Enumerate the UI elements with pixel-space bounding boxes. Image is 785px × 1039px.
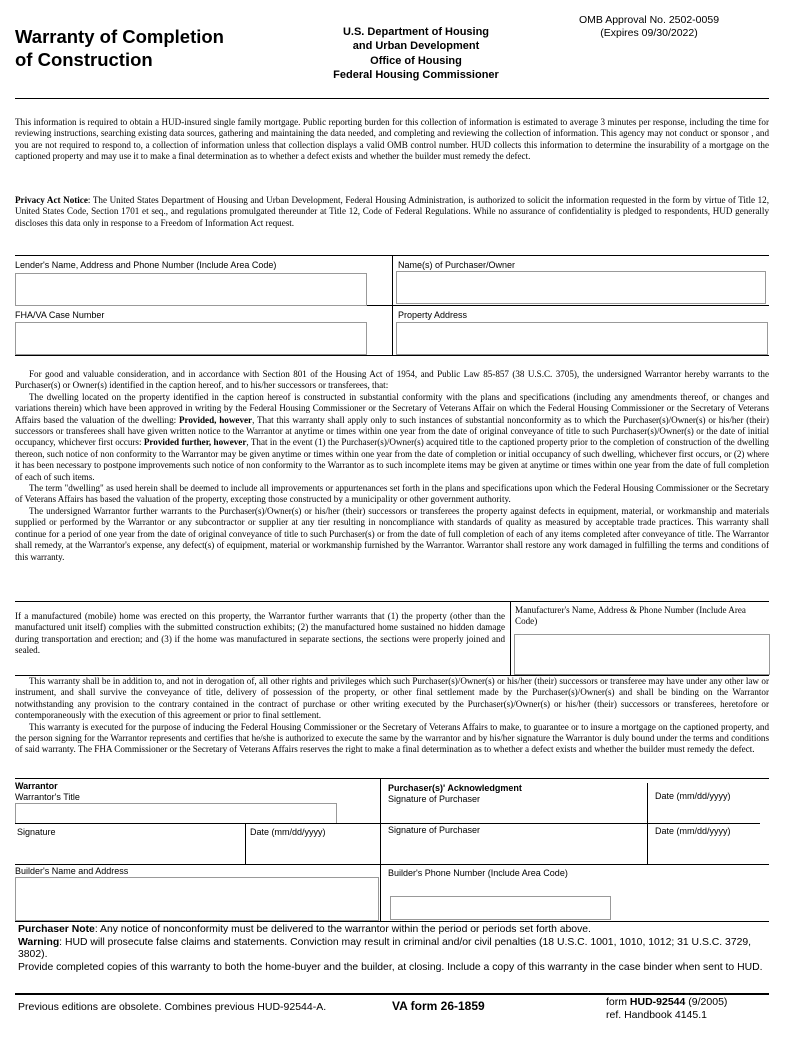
form-title [15, 25, 255, 71]
agency-line4: Federal Housing Commissioner [333, 68, 499, 81]
purchaser-owner-label: Name(s) of Purchaser/Owner [398, 260, 516, 270]
builder-phone-label: Builder's Phone Number (Include Area Code) [388, 868, 568, 878]
signature-center-divider [380, 778, 381, 921]
lender-label: Lender's Name, Address and Phone Number (Include Area Code) [15, 260, 277, 270]
privacy-notice-text: : The United States Department of Housing and Urban Development, Federal Housing Administration, is authorized to solicit the information requested in the form by virtue of Title 12, United States Code, Section 1701 et seq., and regulations promulgated thereunder at Title 12, Code of Federal Regulations. While no assurance of confidentiality is pledged to respondents, HUD generally discloses this data only in response to a Freedom of Information Act request. [15, 195, 769, 228]
purchaser-date-1-label: Date (mm/dd/yyyy) [655, 791, 731, 801]
warranty-paragraph-4: The undersigned Warrantor further warrants to the Purchaser(s)/Owner(s) or his/her (their) successors or transferees the property against defects in equipment, material, or workmanship and materials supplied or performed by the Warrantor or any subcontractor or supplier at any tier resulting in noncompliance with standards of quality as measured by acceptable trade practices. This warranty shall continue for a period of one year from the date of original conveyance of title to such Purchaser(s) or from the date of full completion of each of any items completed after conveyance of title. The Warrantor shall remedy, at the Warrantor's expense, any defect(s) of equipment, material or workmanship furnished by the Warrantor. Warrantor shall restore any work damaged in fulfilling the terms and conditions of this warranty. [15, 505, 769, 562]
omb-approval [560, 14, 738, 40]
omb-expiration: (Expires 09/30/2022) [600, 27, 698, 39]
proviso-2: Provided further, however [143, 437, 247, 448]
purchaser-owner-input[interactable] [396, 271, 766, 304]
warrantor-title-label: Warrantor's Title [15, 792, 80, 802]
case-number-label: FHA/VA Case Number [15, 310, 105, 320]
agency-line2: and Urban Development [352, 40, 480, 53]
lender-input[interactable] [15, 273, 367, 306]
property-address-input[interactable] [396, 322, 768, 355]
warning [18, 937, 763, 962]
purchaser-signature-1-label: Signature of Purchaser [388, 794, 481, 804]
warrantor-signature-label: Signature [17, 827, 56, 837]
warning-text: : HUD will prosecute false claims and statements. Conviction may result in criminal and/or civil penalties (18 U.S.C. 1001, 1010, 1012; 31 U.S.C. 3729, 3802). [18, 936, 752, 960]
omb-number: OMB Approval No. 2502-0059 [578, 14, 720, 26]
hud-form-number: form HUD-92544 (9/2005) [606, 996, 728, 1008]
warrantor-title-divider [15, 823, 380, 824]
form-title-line2: of Construction [15, 49, 153, 70]
privacy-notice [15, 195, 769, 229]
warranty-paragraph-6: This warranty is executed for the purpose of inducing the Federal Housing Commissioner or the Secretary of Veterans Affairs to make, to guarantee or to insure a mortgage on the captioned property, and the person signing for the Warrantor represents and certifies that he/she is authorized to execute the same by the warrantor and by his/her signature the Warrantor is duly bound under the terms and conditions of said warranty. The FHA Commissioner or the Secretary of Veterans Affairs reserves the right to make a final determination as to whether a defect exists and whether the builder must remedy the defect. [15, 721, 769, 755]
warning-label: Warning [18, 936, 60, 948]
property-address-label: Property Address [398, 310, 468, 320]
purchaser-row-divider [380, 823, 760, 824]
manufactured-column-divider [510, 601, 511, 675]
manufacturer-label: Manufacturer's Name, Address & Phone Number (Include Area Code) [515, 605, 746, 627]
footer-divider [15, 993, 769, 995]
proviso-1: Provided, however [178, 414, 253, 425]
manufactured-home-statement: If a manufactured (mobile) home was erected on this property, the Warrantor further warrants that (1) the property (other than the manufactured unit itself) complies with the submitted construction exhibits; (2) the manufactured home sustained no hidden damage during transportation and erection; and (3) if the home was manufactured in separate sections, the sections were properly joined and sealed. [15, 611, 505, 656]
purchaser-note-label: Purchaser Note [18, 924, 95, 935]
builder-name-input[interactable] [15, 877, 379, 921]
form-identifier [606, 996, 727, 1021]
purchaser-date-2-label: Date (mm/dd/yyyy) [655, 826, 731, 836]
agency-line1: U.S. Department of Housing [342, 26, 490, 38]
agency-block [300, 25, 532, 82]
warranty-paragraph-5: This warranty shall be in addition to, and not in derogation of, all other rights and privileges which such Purchaser(s)/Owner(s) or his/her (their) successors or transferee may have under any other law or instrument, and shall survive the conveyance of title, delivery of possession of the property, or other final settlement made by the Purchaser(s)/Owner(s) and shall be binding on the Warrantor notwithstanding any provision to the contrary contained in the contract of purchase or other writing executed by the Purchaser(s)/Owner(s) or his/her (their) successors or transferees, heretofore or contemporaneously with the execution of this agreement or prior to final settlement. [15, 676, 769, 721]
purchaser-bottom-divider [380, 864, 769, 865]
builder-phone-input[interactable] [390, 896, 611, 920]
warranty-body [15, 369, 769, 563]
signature-top-divider [15, 778, 769, 779]
purchaser-note-text: : Any notice of nonconformity must be delivered to the warrantor within the period or periods set forth above. [94, 924, 591, 935]
warrantor-signature-divider [15, 864, 380, 865]
purchaser-acknowledgment-heading: Purchaser(s)' Acknowledgment [388, 783, 522, 793]
warrantor-date-label: Date (mm/dd/yyyy) [250, 827, 326, 837]
notes-block [18, 924, 763, 974]
purchaser-note [18, 924, 763, 937]
header-divider [15, 98, 769, 99]
warranty-additional [15, 676, 769, 756]
va-form-number: VA form 26-1859 [392, 999, 485, 1013]
warranty-paragraph-2: The dwelling located on the property identified in the caption hereof is constructed in substantial conformity with the plans and specifications (including any amendments thereof, or changes and variations therein) which have been approved in writing by the Federal Housing Commissioner or the Secretary of Veterans Affair on which the Federal Housing Commissioner or the Secretary of Veterans Affairs based the valuation of the dwelling: Provided, however, That this warranty shall apply only to such instances of substantial nonconformity as to which the Purchaser(s)/Owner(s) or his/her (their) successors or transferees shall have given written notice to the Warrantor at anytime or times within one year from the date of original conveyance of title to such Purchaser(s)/Owner(s) or the date of initial occupancy, whichever first occurs: Provided further, however, That in the event (1) the Purchaser(s)/Owner(s) acquired title to the captioned property prior to the completion of construction of the dwelling thereon, such notice of non conformity to the Warrantor may be given anytime or times within one year from the date of completion or initial occupancy of such dwelling, whichever first occurs, or (2) where it has been necessary to postpone improvements such notice of non conformity to the Warrantor as to such incomplete items may be given at anytime or times within one year from the date of full completion of each of such items. [15, 391, 770, 482]
previous-editions-note: Previous editions are obsolete. Combines previous HUD-92544-A. [18, 1001, 327, 1013]
warranty-paragraph-1: For good and valuable consideration, and in accordance with Section 801 of the Housing Act of 1954, and Public Law 85-857 (38 U.S.C. 3705), the undersigned Warrantor hereby warrants to the Purchaser(s) or Owner(s) identified in the caption hereof, and to his/her successors or transferees, that: [15, 369, 769, 391]
warranty-paragraph-3: The term "dwelling" as used herein shall be deemed to include all improvements or appurtenances set forth in the plans and specifications upon which the Federal Housing Commissioner or the Secretary of Veterans Affairs has based the valuation of the property, excepting those constructed by a municipality or other government authority. [15, 483, 769, 505]
caption-bottom-divider [15, 355, 769, 356]
builder-name-label: Builder's Name and Address [15, 866, 129, 876]
warrantor-heading: Warrantor [15, 781, 58, 791]
warrantor-date-divider [245, 823, 246, 865]
privacy-notice-label: Privacy Act Notice [15, 195, 88, 205]
signature-bottom-divider [15, 921, 769, 922]
handbook-reference: ref. Handbook 4145.1 [606, 1008, 707, 1021]
manufacturer-input[interactable] [514, 634, 770, 675]
manufactured-top-divider [15, 601, 769, 602]
copies-instruction: Provide completed copies of this warranty to both the home-buyer and the builder, at closing. Include a copy of this warranty in the case binder when sent to HUD. [18, 961, 763, 973]
form-title-line1: Warranty of Completion [15, 26, 224, 47]
warrantor-title-input[interactable] [15, 803, 337, 824]
case-number-input[interactable] [15, 322, 367, 355]
purchaser-signature-2-label: Signature of Purchaser [388, 825, 481, 835]
burden-statement: This information is required to obtain a HUD-insured single family mortgage. Public reporting burden for this collection of information is estimated to average 3 minutes per response, including the time for reviewing instructions, searching existing data sources, gathering and maintaining the data needed, and completing and reviewing the collection of information. This agency may not conduct or sponsor , and you are not required to respond to, a collection of information unless that collection displays a valid OMB control number. HUD collects this information to determine the insurability of a mortgage on the captioned property and may use it to make a final determination as to whether a defect exists and whether the builder must remedy the defect. [15, 117, 769, 162]
agency-line3: Office of Housing [370, 54, 462, 67]
